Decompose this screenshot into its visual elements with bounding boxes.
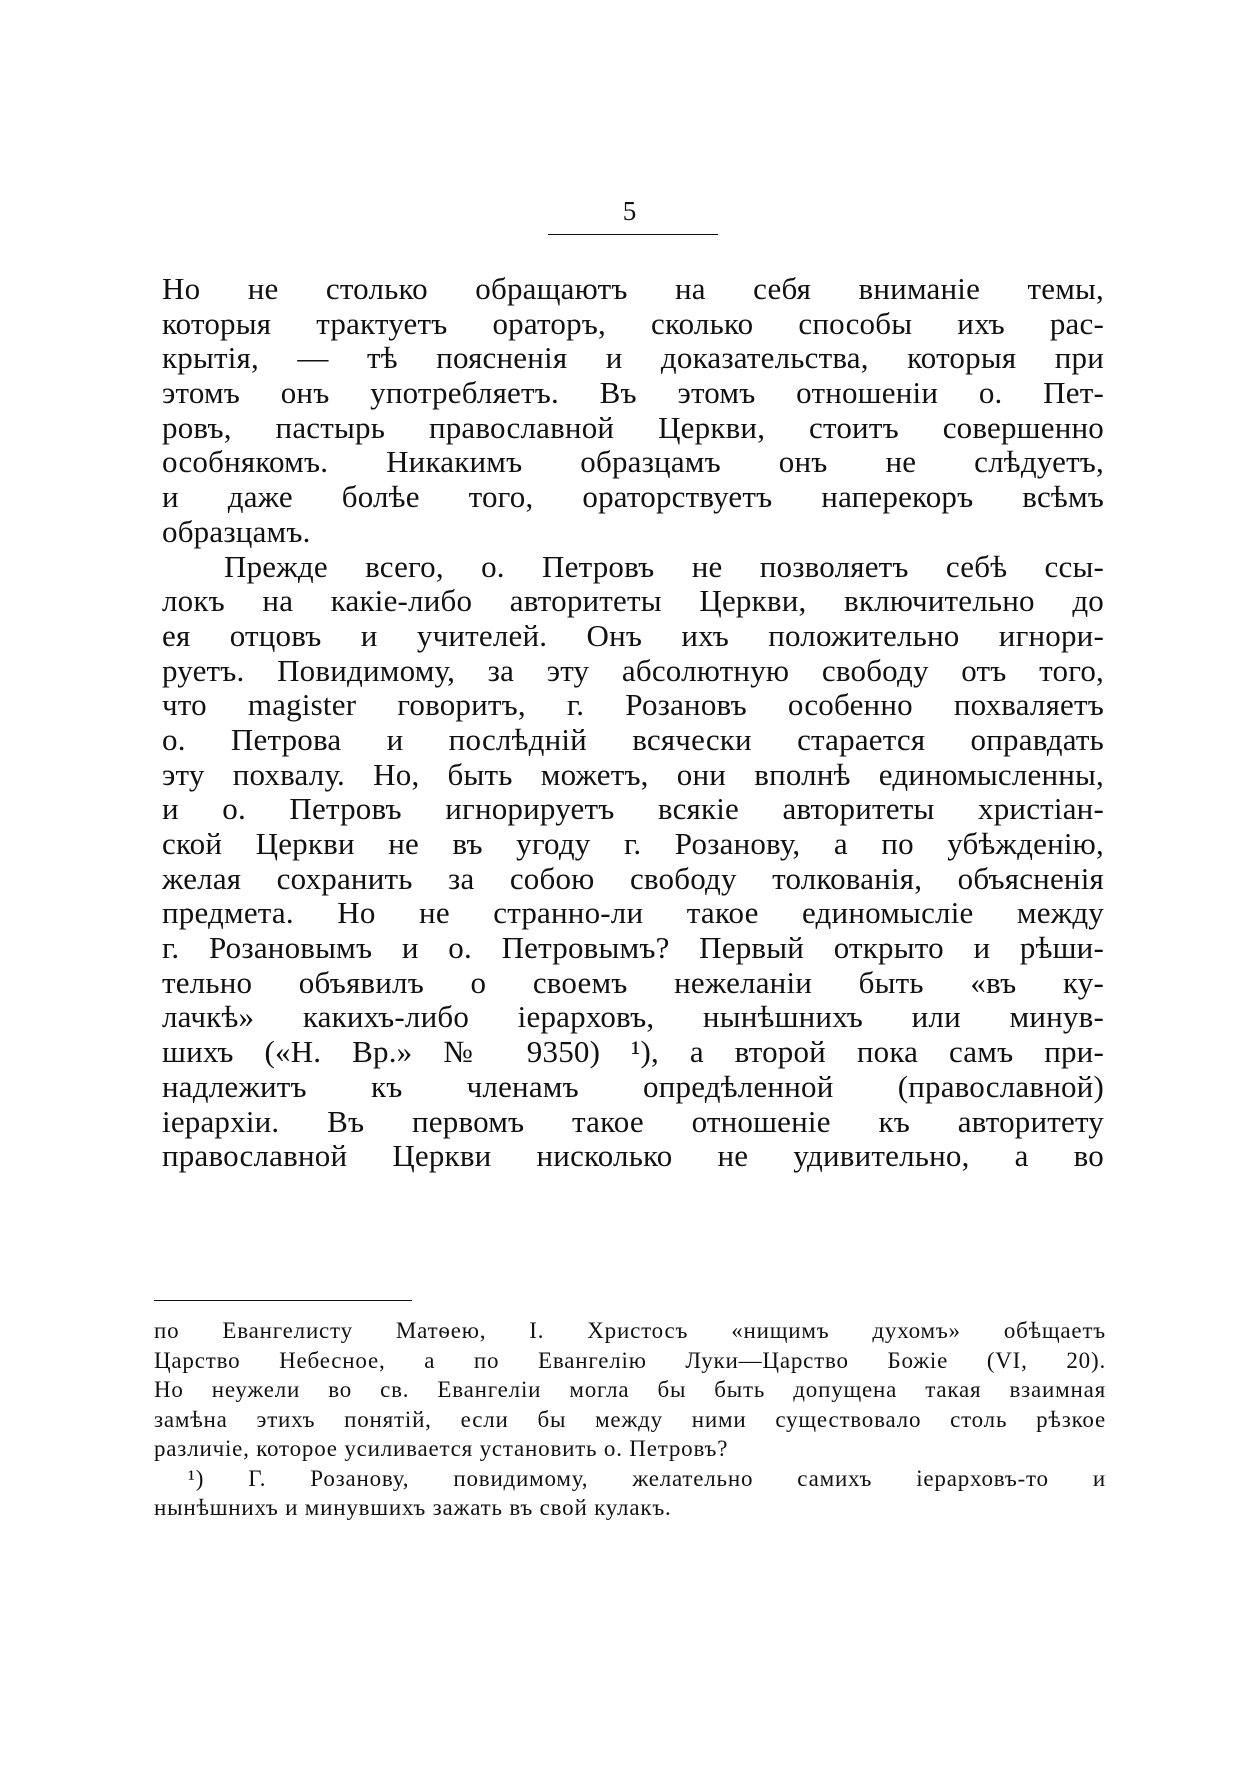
footnotes (154, 1316, 1106, 1523)
text-line: тельно объявилъ о своемъ нежеланіи быть «въ ку- (162, 964, 1104, 1000)
text-line: надлежитъ къ членамъ опредѣленной (православной) (162, 1068, 1104, 1104)
text-line: и даже болѣе того, ораторствуетъ наперекоръ всѣмъ (162, 479, 1104, 515)
text-line: іерархіи. Въ первомъ такое отношеніе къ авторитету (162, 1103, 1104, 1139)
footnote-line: ¹) Г. Розанову, повидимому, желательно самихъ іерарховъ-то и (188, 1465, 1106, 1491)
text-line: ея отцовъ и учителей. Онъ ихъ положительно игнори- (162, 617, 1104, 653)
footnote-line: нынѣшнихъ и минувшихъ зажать въ свой кулакъ. (154, 1495, 672, 1520)
text-line: г. Розановымъ и о. Петровымъ? Первый открыто и рѣши- (162, 930, 1104, 966)
footnote-line: различіе, которое усиливается установить о. Петровъ? (154, 1436, 729, 1461)
text-line: руетъ. Повидимому, за эту абсолютную свободу отъ того, (162, 652, 1104, 688)
text-line: Но не столько обращаютъ на себя вниманіе темы, (162, 271, 1104, 306)
text-line: локъ на какіе-либо авторитеты Церкви, включительно до (162, 583, 1104, 619)
text-line: эту похвалу. Но, быть можетъ, они вполнѣ единомысленны, (162, 756, 1104, 792)
text-line: о. Петрова и послѣдній всячески старается оправдать (162, 721, 1104, 757)
footnote-line: замѣна этихъ понятій, если бы между ними существовало столь рѣзкое (154, 1406, 1106, 1432)
text-line: ровъ, пастырь православной Церкви, стоитъ совершенно (162, 409, 1104, 445)
text-line: образцамъ. (162, 513, 311, 549)
footnote-line: по Евангелисту Матѳею, І. Христосъ «нищимъ духомъ» обѣщаетъ (154, 1318, 1106, 1343)
text-line: что magister говоритъ, г. Розановъ особенно похваляетъ (162, 687, 1104, 723)
text-line: ской Церкви не въ угоду г. Розанову, а по убѣжденію, (162, 826, 1104, 861)
text-line: шихъ («Н. Вр.» № 9350) ¹), а второй пока самъ при- (162, 1034, 1104, 1070)
header-rule (548, 234, 718, 235)
main-text (162, 272, 1104, 1174)
text-line: Прежде всего, о. Петровъ не позволяетъ себѣ ссы- (224, 548, 1104, 584)
text-line: православной Церкви нисколько не удивительно, а во (162, 1138, 1104, 1174)
text-line: которыя трактуетъ ораторъ, сколько способы ихъ рас- (162, 305, 1104, 341)
footnote-rule (154, 1300, 412, 1301)
page-number: 5 (622, 196, 637, 226)
text-line: особнякомъ. Никакимъ образцамъ онъ не слѣдуетъ, (162, 444, 1104, 480)
text-line: желая сохранить за собою свободу толкованія, объясненія (162, 860, 1104, 896)
text-line: и о. Петровъ игнорируетъ всякіе авторитеты христіан- (162, 791, 1104, 827)
text-line: этомъ онъ употребляетъ. Въ этомъ отношеніи о. Пет- (162, 375, 1104, 411)
text-line: лачкѣ» какихъ-либо іерарховъ, нынѣшнихъ или минув- (162, 999, 1104, 1035)
footnote-line: Но неужели во св. Евангеліи могла бы быть допущена такая взаимная (154, 1377, 1106, 1402)
text-line: предмета. Но не странно-ли такое единомысліе между (162, 895, 1104, 931)
text-line: крытія, — тѣ поясненія и доказательства, которыя при (162, 340, 1104, 376)
footnote-line: Царство Небесное, а по Евангелію Луки—Царство Божіе (VI, 20). (154, 1347, 1106, 1373)
